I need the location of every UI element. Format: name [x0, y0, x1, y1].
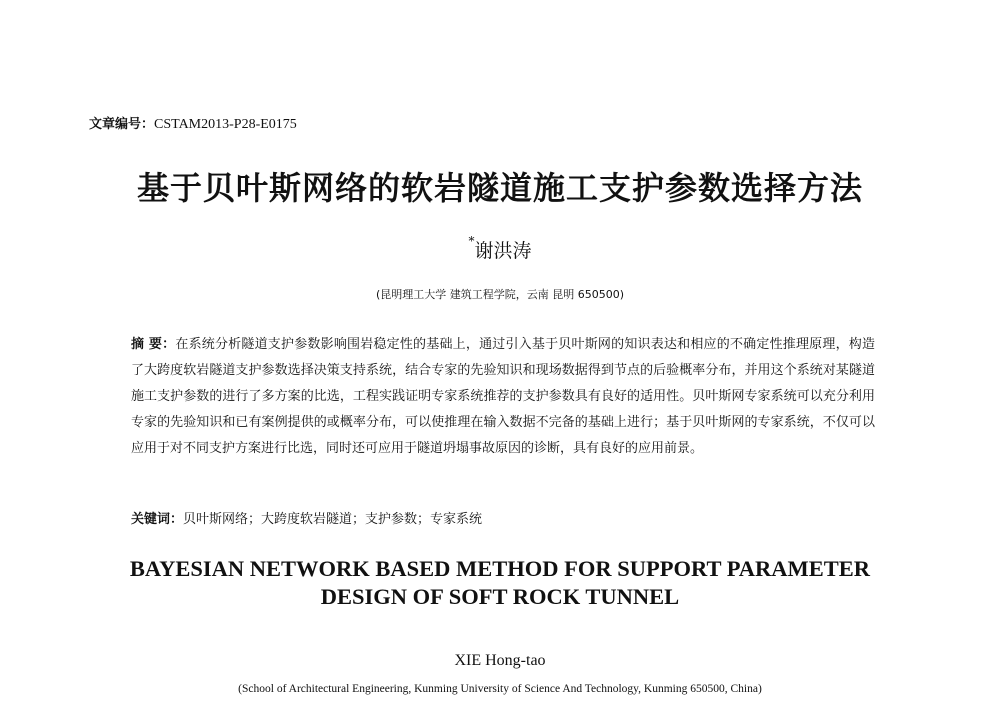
chinese-author-name: 谢洪涛 [474, 240, 532, 262]
chinese-affiliation: (昆明理工大学 建筑工程学院，云南 昆明 650500) [375, 288, 625, 301]
article-number [89, 113, 297, 133]
abstract-text: 在系统分析隧道支护参数影响围岩稳定性的基础上，通过引入基于贝叶斯网的知识表达和相应的不确定性推理原理，构造了大跨度软岩隧道支护参数选择决策支持系统，结合专家的先验知识和现场数据得到节点的后验概率分布，并用这个系统对某隧道施工支护参数的进行了多方案的比选，工程实践证明专家系统推荐的支护参数具有良好的适用性。贝叶斯网专家系统可以充分利用专家的先验知识和已有案例提供的或概率分布，可以使推理在输入数据不完备的基础上进行；基于贝叶斯网的专家系统，不仅可以应用于对不同支护方案进行比选，同时还可应用于隧道坍塌事故原因的诊断，具有良好的应用前景。 [131, 337, 875, 456]
corresponding-author-marker: * [468, 234, 475, 248]
english-title-line-2: DESIGN OF SOFT ROCK TUNNEL [320, 584, 680, 609]
english-title [0, 555, 1000, 611]
article-number-label: 文章编号： [89, 117, 155, 132]
keywords-label: 关键词： [131, 512, 184, 527]
english-affiliation: (School of Architectural Engineering, Kunming University of Science And Technology, Kunming 650500, China) [238, 683, 762, 695]
abstract [131, 332, 875, 462]
keywords [131, 508, 875, 527]
english-title-line-1: BAYESIAN NETWORK BASED METHOD FOR SUPPORT PARAMETER [129, 556, 871, 581]
keywords-text: 贝叶斯网络；大跨度软岩隧道；支护参数；专家系统 [183, 512, 483, 527]
abstract-label: 摘 要： [131, 337, 176, 352]
chinese-author [0, 236, 1000, 263]
article-number-value: CSTAM2013-P28-E0175 [154, 117, 297, 132]
english-author: XIE Hong-tao [454, 652, 546, 669]
chinese-title: 基于贝叶斯网络的软岩隧道施工支护参数选择方法 [136, 169, 863, 207]
